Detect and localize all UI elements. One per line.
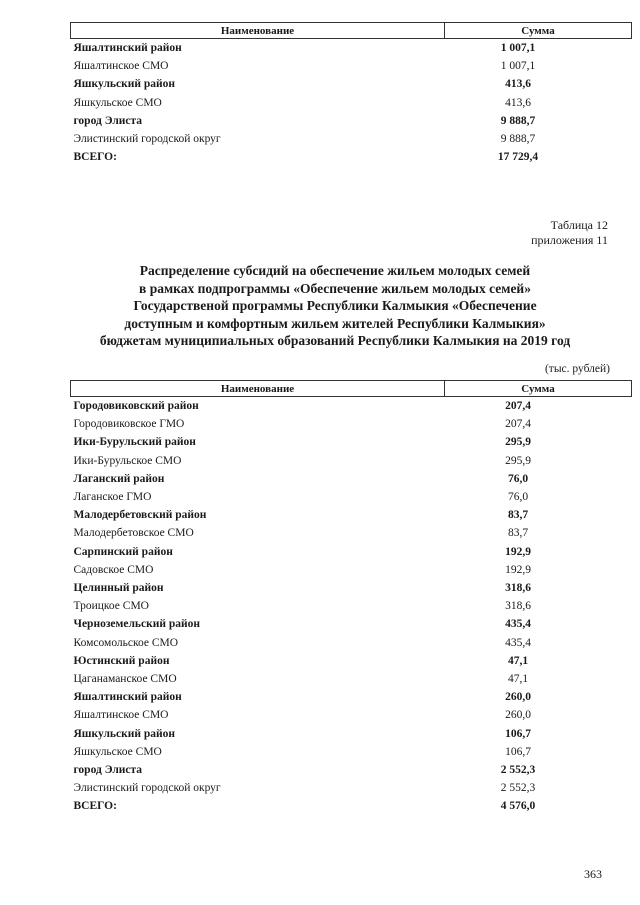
row-name: город Элиста: [73, 764, 143, 777]
row-name: Яшалтинский район: [73, 42, 182, 54]
row-sum: 106,7: [505, 727, 531, 740]
row-sum: 2 552,3: [500, 764, 536, 777]
table-row: [71, 39, 632, 58]
table-header-row: [71, 23, 632, 39]
heading-line: Государственой программы Республики Калмыкия «Обеспечение: [133, 298, 537, 313]
table-row: [71, 94, 632, 112]
row-sum: 1 007,1: [500, 60, 536, 73]
table-row: [71, 615, 632, 633]
row-sum: 9 888,7: [500, 114, 536, 127]
table-row: [71, 670, 632, 688]
table-row: [71, 397, 632, 416]
table-row: [71, 743, 632, 761]
table-row: [71, 433, 632, 451]
row-sum: 106,7: [505, 745, 531, 758]
table-row: [71, 57, 632, 75]
row-sum: 17 729,4: [497, 151, 539, 164]
row-sum: 192,9: [505, 563, 531, 576]
table-row: [71, 488, 632, 506]
heading-line: бюджетам муниципиальных образований Республики Калмыкия на 2019 год: [99, 333, 571, 348]
row-sum: 435,4: [505, 618, 531, 631]
heading-line: в рамках подпрограммы «Обеспечение жильем молодых семей»: [139, 280, 531, 296]
budget-table-continued: [70, 22, 632, 166]
row-name: ВСЕГО:: [73, 151, 117, 164]
table-row: [71, 706, 632, 724]
row-name: Яшкульский район: [73, 78, 175, 91]
row-name: Яшалтинское СМО: [73, 709, 169, 722]
row-sum: 83,7: [507, 509, 529, 522]
row-sum: 413,6: [505, 78, 531, 91]
row-name: Лаганское ГМО: [73, 491, 152, 504]
row-name: Сарпинский район: [73, 545, 173, 558]
table-row: [71, 579, 632, 597]
row-name: Малодербетовский район: [73, 509, 207, 522]
row-name: Троицкое СМО: [73, 600, 149, 613]
row-sum: 1 007,1: [500, 42, 536, 54]
table-row: [71, 415, 632, 433]
row-sum: 435,4: [505, 636, 531, 649]
row-name: Яшкульский район: [73, 727, 175, 740]
document-heading: [70, 262, 600, 350]
row-name: Городовиковское ГМО: [73, 418, 185, 431]
row-name: Элистинский городской округ: [73, 782, 221, 795]
units-note: (тыс. рублей): [544, 363, 610, 375]
row-sum: 413,6: [505, 96, 531, 109]
column-header-name: Наименование: [71, 381, 445, 397]
table-row: [71, 797, 632, 815]
row-name: ВСЕГО:: [73, 800, 117, 813]
row-name: Яшкульское СМО: [73, 96, 162, 109]
row-sum: 76,0: [507, 472, 529, 485]
table-row: [71, 148, 632, 166]
column-header-sum: Сумма: [445, 23, 632, 39]
table-row: [71, 761, 632, 779]
table-row: [71, 561, 632, 579]
row-name: Комсомольское СМО: [73, 636, 179, 649]
row-sum: 207,4: [505, 418, 531, 431]
row-sum: 2 552,3: [500, 782, 536, 795]
table-row: [71, 725, 632, 743]
row-name: Садовское СМО: [73, 563, 154, 576]
table-row: [71, 130, 632, 148]
table-caption-appendix: приложения 11: [531, 233, 608, 247]
table-row: [71, 652, 632, 670]
row-sum: 76,0: [507, 491, 529, 504]
heading-line: Распределение субсидий на обеспечение жильем молодых семей: [139, 263, 531, 278]
row-sum: 4 576,0: [500, 800, 536, 813]
table-row: [71, 112, 632, 130]
subsidy-distribution-table: [70, 380, 632, 816]
row-sum: 260,0: [505, 691, 531, 704]
row-name: Городовиковский район: [73, 400, 199, 412]
row-sum: 318,6: [505, 582, 531, 595]
table-row: [71, 543, 632, 561]
row-name: Малодербетовское СМО: [73, 527, 194, 540]
table-header-row: [71, 381, 632, 397]
row-sum: 83,7: [507, 527, 529, 540]
table-body: [71, 397, 632, 816]
table-body: [71, 39, 632, 167]
table-row: [71, 597, 632, 615]
row-sum: 207,4: [505, 400, 531, 412]
row-sum: 260,0: [505, 709, 531, 722]
row-sum: 9 888,7: [500, 133, 536, 146]
table-row: [71, 470, 632, 488]
row-name: Ики-Бурульский район: [73, 436, 196, 449]
row-sum: 47,1: [507, 654, 529, 667]
row-sum: 318,6: [505, 600, 531, 613]
row-name: Элистинский городской округ: [73, 133, 221, 146]
row-sum: 295,9: [505, 436, 531, 449]
table-row: [71, 688, 632, 706]
row-name: Целинный район: [73, 582, 164, 595]
row-name: Ики-Бурульское СМО: [73, 454, 182, 467]
row-name: Лаганский район: [73, 472, 165, 485]
heading-line: доступным и комфортным жильем жителей Республики Калмыкия»: [124, 315, 546, 331]
row-name: город Элиста: [73, 114, 143, 127]
table-row: [71, 779, 632, 797]
row-name: Яшкульское СМО: [73, 745, 162, 758]
row-name: Юстинский район: [73, 654, 170, 667]
row-name: Яшалтинский район: [73, 691, 182, 704]
row-name: Черноземельский район: [73, 618, 201, 631]
row-name: Яшалтинское СМО: [73, 60, 169, 73]
table-row: [71, 634, 632, 652]
column-header-sum: Сумма: [445, 381, 632, 397]
row-sum: 192,9: [505, 545, 531, 558]
table-row: [71, 452, 632, 470]
table-row: [71, 506, 632, 524]
table-row: [71, 524, 632, 542]
table-caption-number: Таблица 12: [550, 218, 608, 232]
row-name: Цаганаманское СМО: [73, 673, 177, 686]
row-sum: 47,1: [507, 673, 529, 686]
table-row: [71, 75, 632, 93]
column-header-name: Наименование: [71, 23, 445, 39]
row-sum: 295,9: [505, 454, 531, 467]
page-number: 363: [584, 867, 602, 881]
